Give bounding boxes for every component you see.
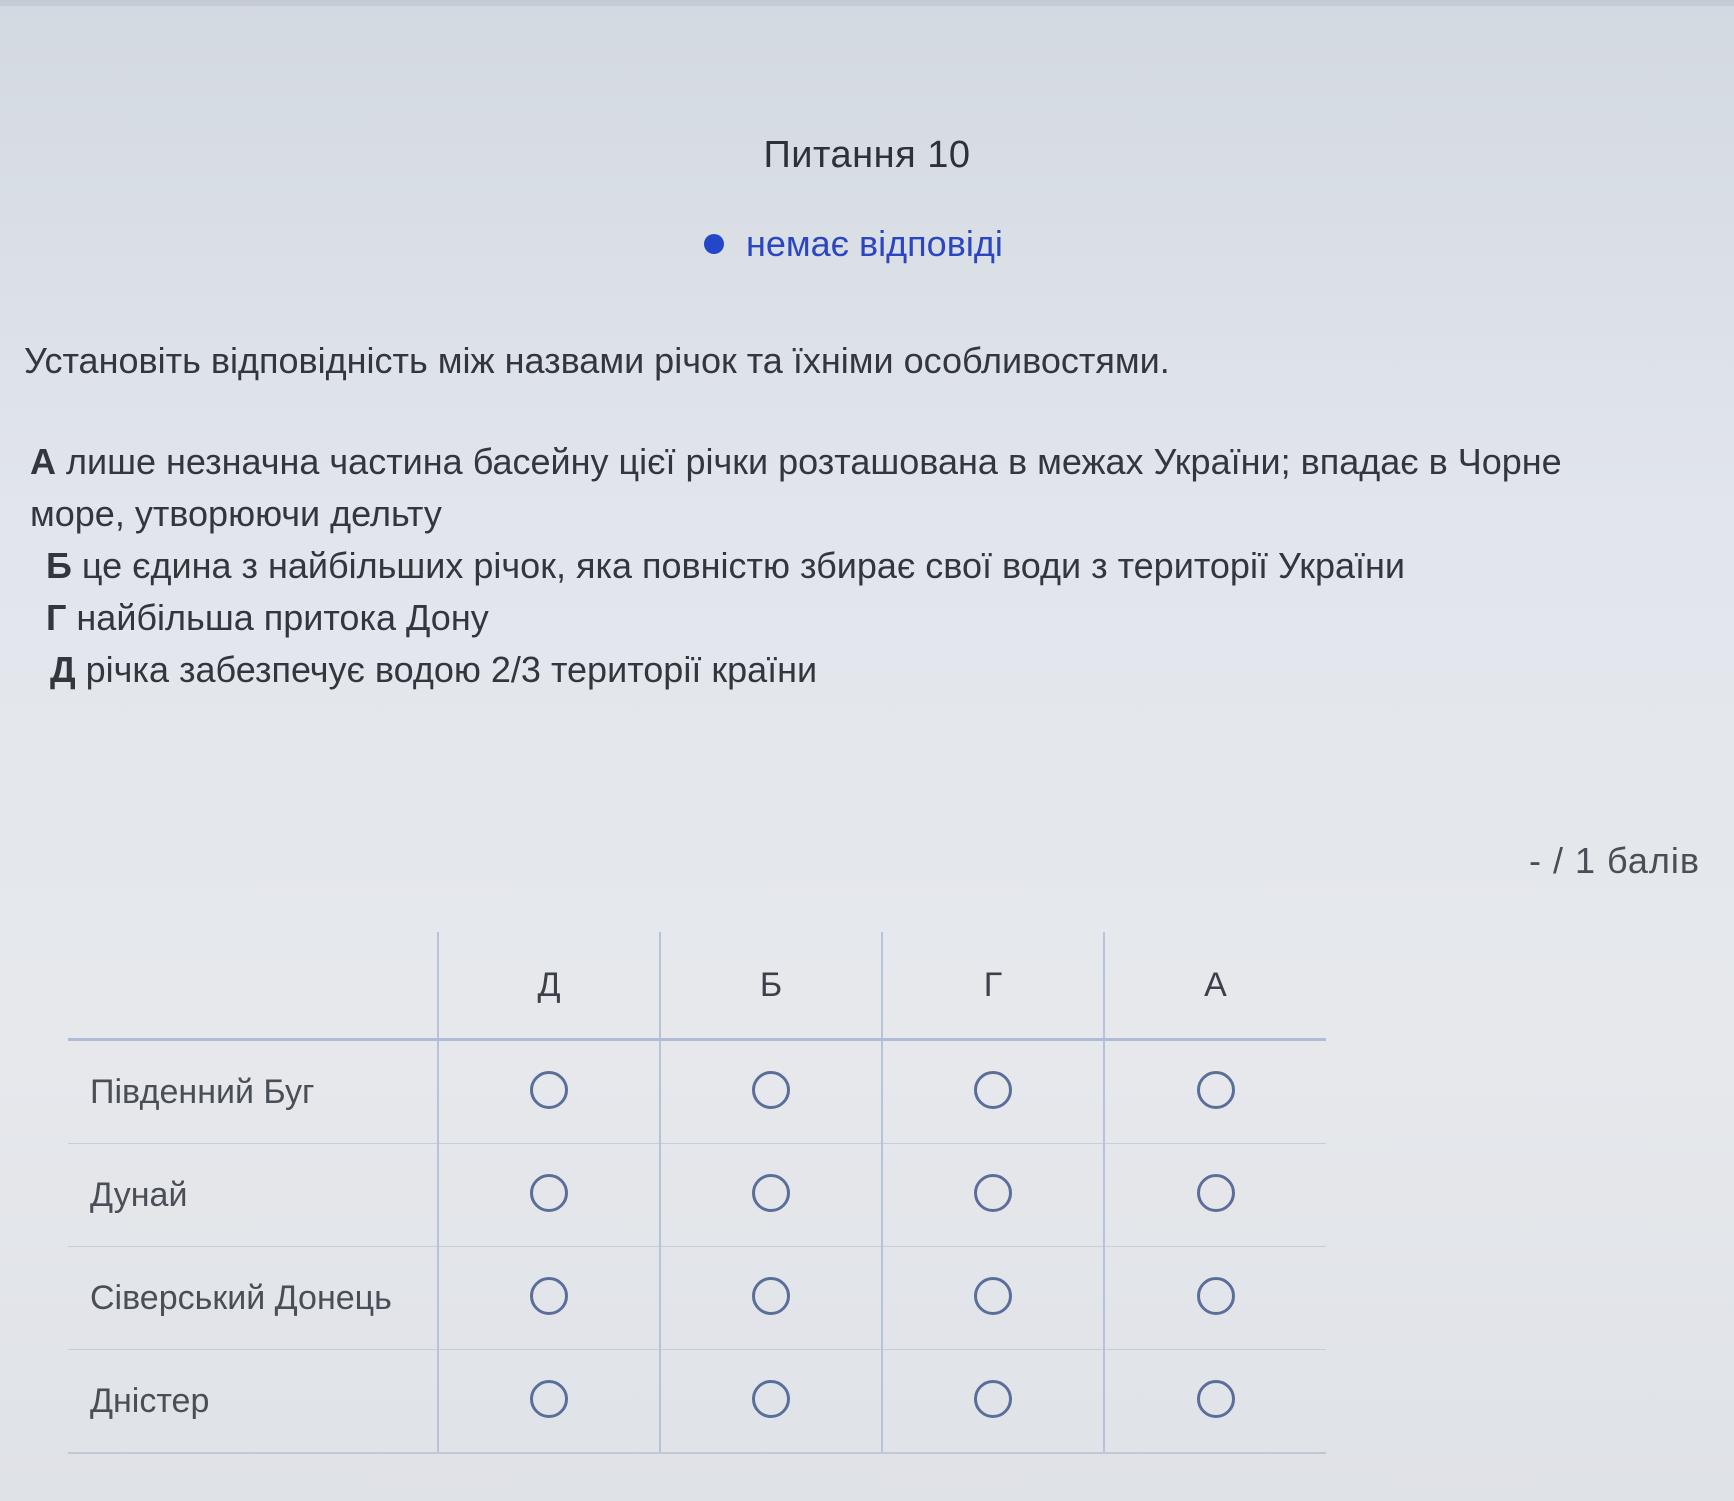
option-d [30, 644, 1710, 696]
question-prompt: Установіть відповідність між назвами річок та їхніми особливостями. [24, 340, 1170, 381]
radio-siverskyi-donets-g[interactable] [974, 1277, 1012, 1315]
radio-pivdennyi-buh-a[interactable] [1197, 1071, 1235, 1109]
grid-cell [882, 1350, 1104, 1454]
column-header-d: Д [438, 932, 660, 1040]
radio-dunai-b[interactable] [752, 1174, 790, 1212]
grid-cell [882, 1040, 1104, 1144]
table-row [68, 1040, 1326, 1144]
radio-siverskyi-donets-b[interactable] [752, 1277, 790, 1315]
option-b [30, 540, 1710, 592]
radio-siverskyi-donets-d[interactable] [530, 1277, 568, 1315]
radio-dunai-d[interactable] [530, 1174, 568, 1212]
table-row [68, 1144, 1326, 1247]
question-title: Питання 10 [763, 134, 971, 176]
top-strip [0, 0, 1734, 6]
radio-siverskyi-donets-a[interactable] [1197, 1277, 1235, 1315]
column-header-g: Г [882, 932, 1104, 1040]
row-label-siverskyi-donets: Сіверський Донець [68, 1247, 438, 1350]
grid-cell [438, 1350, 660, 1454]
radio-dnister-d[interactable] [530, 1380, 568, 1418]
option-g [30, 592, 1710, 644]
option-a-continued: море, утворюючи дельту [30, 493, 442, 534]
radio-pivdennyi-buh-g[interactable] [974, 1071, 1012, 1109]
matching-grid [68, 932, 1326, 1454]
column-header-b: Б [660, 932, 882, 1040]
option-letter: Б [46, 545, 72, 586]
grid-corner [68, 932, 438, 1040]
grid-cell [438, 1144, 660, 1247]
row-label-dunai: Дунай [68, 1144, 438, 1247]
radio-pivdennyi-buh-d[interactable] [530, 1071, 568, 1109]
grid-cell [1104, 1350, 1326, 1454]
option-letter: Г [46, 597, 67, 638]
radio-dnister-a[interactable] [1197, 1380, 1235, 1418]
grid-cell [660, 1040, 882, 1144]
grid-cell [1104, 1247, 1326, 1350]
grid-cell [882, 1144, 1104, 1247]
row-label-pivdennyi-buh: Південний Буг [68, 1040, 438, 1144]
grid-cell [1104, 1144, 1326, 1247]
radio-dnister-b[interactable] [752, 1380, 790, 1418]
table-row [68, 1350, 1326, 1454]
option-text: найбільша притока Дону [66, 597, 489, 638]
grid-cell [1104, 1040, 1326, 1144]
radio-dunai-a[interactable] [1197, 1174, 1235, 1212]
grid-cell [438, 1247, 660, 1350]
radio-dunai-g[interactable] [974, 1174, 1012, 1212]
grid-cell [438, 1040, 660, 1144]
column-header-a: А [1104, 932, 1326, 1040]
status-dot-icon [704, 234, 724, 254]
option-letter: А [30, 441, 56, 482]
option-text: річка забезпечує водою 2/3 території країни [75, 649, 818, 690]
row-label-dnister: Дністер [68, 1350, 438, 1454]
status-text: немає відповіді [746, 223, 1003, 264]
table-row [68, 1247, 1326, 1350]
radio-dnister-g[interactable] [974, 1380, 1012, 1418]
grid-cell [660, 1247, 882, 1350]
grid-cell [882, 1247, 1104, 1350]
option-a [30, 436, 1710, 488]
option-text: це єдина з найбільших річок, яка повністю збирає свої води з території України [71, 545, 1405, 586]
grid-cell [660, 1144, 882, 1247]
grid-header-row [68, 932, 1326, 1040]
answer-status [704, 222, 1003, 266]
grid-cell [660, 1350, 882, 1454]
radio-pivdennyi-buh-b[interactable] [752, 1071, 790, 1109]
score-label: - / 1 балів [1529, 840, 1700, 881]
answer-options [30, 436, 1710, 696]
option-text: лише незначна частина басейну цієї річки розташована в межах України; впадає в Чорне [56, 441, 1562, 482]
option-letter: Д [50, 649, 76, 690]
